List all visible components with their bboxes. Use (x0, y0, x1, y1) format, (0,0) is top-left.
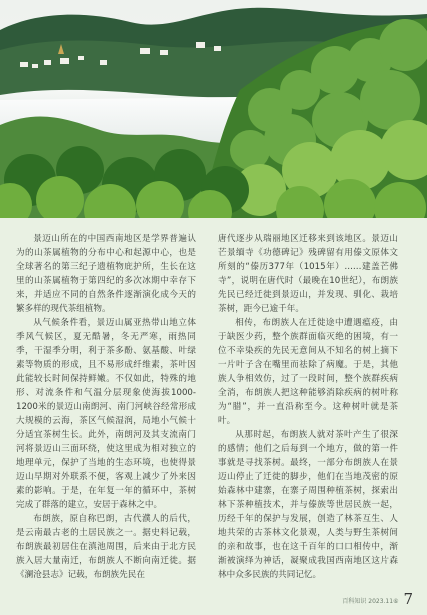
paragraph-continuation: 唐代逐步从瑞丽地区迁移来到该地区。景迈山芒景缅寺《功德碑记》残碑留有用傣文原体文所刻的“傣历377年（1015年）……建盖芒佛寺”，说明在唐代时（最晚在10世纪），布朗族先民已经迁徙到景迈山，并发现、驯化、栽培茶树，距今已逾千年。 (218, 234, 398, 314)
paragraph: 相传，布朗族人在迁徙途中遭遇瘟疫，由于缺医少药，整个族群面临灭绝的困境，有一位不幸染疾的先民无意间从不知名的树上摘下一片叶子含在嘴里而祛除了病魔。于是，其他族人争相效仿，过了一段时间，整个族群疾病全消，布朗族人把这种能够消除疾病的树叶称为“腊”，并一直沿称至今。这种树叶就是茶叶。 (218, 318, 398, 426)
hero-photo-tea-forest (0, 0, 427, 218)
paragraph: 从那时起，布朗族人就对茶叶产生了很深的感情；他们之后每到一个地方，做的第一件事就是寻找茶树。最终，一部分布朗族人在景迈山停止了迁徙的脚步，他们在当地茂密的原始森林中建寨，在寨子周围种植茶树，探索出林下茶种植技术，并与傣族等世居民族一起，历经千年的保护与发展，创造了林茶互生、人地共荣的古茶林文化景观，人类与野生茶树间的亲和故事，也在这千百年的口口相传中，渐渐被演绎为神话，凝聚成我国西南地区这片森林中众多民族的共同记忆。 (218, 430, 398, 580)
article-column-right (218, 232, 398, 582)
paragraph: 布朗族，原自称巴朗，古代濮人的后代，是云南最古老的土居民族之一。据史料记载，布朗族最初居住在滇池周围，后来由于北方民族入居大量南迁，布朗族人不断向南迁徙。据《澜沧县志》记载，布朗族先民在 (16, 514, 196, 580)
paragraph: 景迈山所在的中国西南地区是学界普遍认为的山茶属植物的分布中心和起源中心，也是全球著名的第三纪子遗植物庇护所，生长在这里的山茶属植物于第四纪的多次冰期中幸存下来，并适应不同的自然条件逐渐演化成今天的繁多样的现代茶组植物。 (16, 234, 196, 314)
page-number: 7 (403, 590, 413, 608)
article-column-left (16, 232, 196, 582)
landscape-illustration (0, 0, 427, 218)
magazine-issue-label: 百科知识 2023.11⑥ (342, 598, 399, 605)
article-page (0, 218, 427, 615)
page-footer (342, 592, 413, 607)
paragraph: 从气候条件看，景迈山属亚热带山地立体季风气候区，夏无酷暑，冬无严寒，雨热同季，干湿季分明，利于茶多酚、氨基酸、叶绿素等物质的形成，且不易形成纤维素，茶叶因此能较长时间保持鲜嫩。不仅如此，特殊的地形、对流条件和气温分层现象使海拔1000-1200米的景迈山南朗河、南门河峡谷经常形成大规模的云海，茶区气候湿润，局地小气候十分适宜茶树生长。此外，南朗河及其支流南门河将景迈山三面环绕，使这里成为相对独立的地理单元，保护了当地的生态环境，也使得景迈山早期对外联系不便，客观上减少了外来因素的影响。于是，在年复一年的循环中，茶树完成了群落的建立，安居于森林之中。 (16, 318, 196, 510)
